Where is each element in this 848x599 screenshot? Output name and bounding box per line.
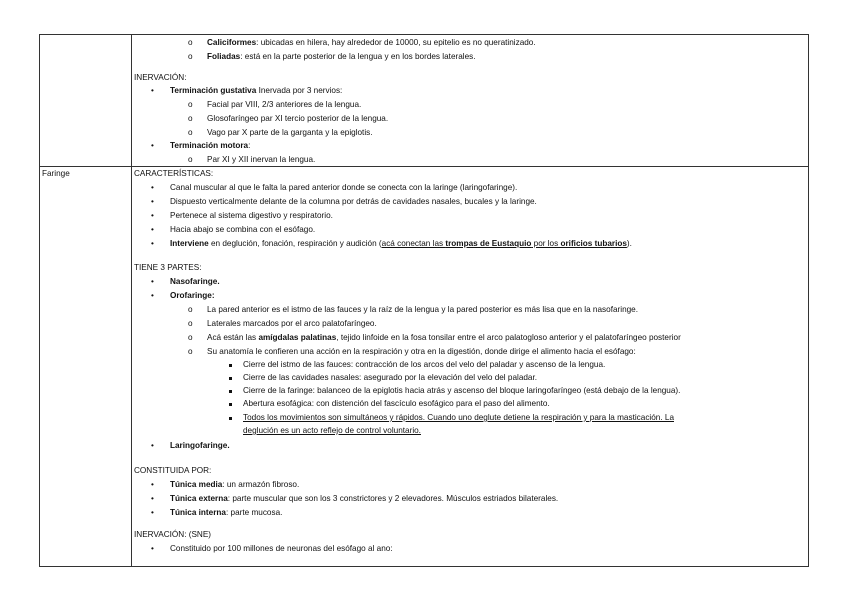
circle-bullet-icon: o xyxy=(188,128,193,137)
square-bullet-icon xyxy=(229,417,232,420)
circle-bullet-icon: o xyxy=(188,155,193,164)
square-bullet-icon xyxy=(229,364,232,367)
bullet-icon: • xyxy=(151,544,154,553)
list-item: Nasofaringe. xyxy=(170,277,220,286)
list-item: Laterales marcados por el arco palatofaríngeo. xyxy=(207,319,377,328)
list-item: Canal muscular al que le falta la pared anterior donde se conecta con la laringe (laringofaringe). xyxy=(170,183,518,192)
list-item: Túnica media: un armazón fibroso. xyxy=(170,480,300,489)
bullet-icon: • xyxy=(151,183,154,192)
bullet-icon: • xyxy=(151,480,154,489)
list-item: La pared anterior es el istmo de las fauces y la raíz de la lengua y la pared posterior es más lisa que en la nasofaringe. xyxy=(207,305,638,314)
circle-bullet-icon: o xyxy=(188,38,193,47)
section-heading: INERVACIÓN: xyxy=(134,73,187,82)
list-item: Glosofaríngeo par XI tercio posterior de la lengua. xyxy=(207,114,389,123)
circle-bullet-icon: o xyxy=(188,347,193,356)
list-item: Constituido por 100 millones de neuronas del esófago al ano: xyxy=(170,544,393,553)
bullet-icon: • xyxy=(151,197,154,206)
list-item: Terminación motora: xyxy=(170,141,251,150)
list-item: Cierre de las cavidades nasales: asegurado por la elevación del velo del paladar. xyxy=(243,373,538,382)
section-heading: TIENE 3 PARTES: xyxy=(134,263,202,272)
square-bullet-icon xyxy=(229,403,232,406)
list-item: Foliadas: está en la parte posterior de la lengua y en los bordes laterales. xyxy=(207,52,476,61)
table-border-top xyxy=(39,34,809,35)
circle-bullet-icon: o xyxy=(188,305,193,314)
bullet-icon: • xyxy=(151,86,154,95)
list-item: Orofaringe: xyxy=(170,291,215,300)
bullet-icon: • xyxy=(151,141,154,150)
circle-bullet-icon: o xyxy=(188,319,193,328)
circle-bullet-icon: o xyxy=(188,333,193,342)
bullet-icon: • xyxy=(151,211,154,220)
circle-bullet-icon: o xyxy=(188,52,193,61)
list-item: Vago par X parte de la garganta y la epiglotis. xyxy=(207,128,373,137)
list-item: Par XI y XII inervan la lengua. xyxy=(207,155,316,164)
list-item: Facial par VIII, 2/3 anteriores de la lengua. xyxy=(207,100,362,109)
table-border-right xyxy=(808,34,809,567)
list-item: Terminación gustativa Inervada por 3 nervios: xyxy=(170,86,343,95)
square-bullet-icon xyxy=(229,377,232,380)
list-item: Pertenece al sistema digestivo y respiratorio. xyxy=(170,211,333,220)
table-row-divider xyxy=(39,166,809,167)
bullet-icon: • xyxy=(151,508,154,517)
bullet-icon: • xyxy=(151,441,154,450)
bullet-icon: • xyxy=(151,239,154,248)
list-item: Caliciformes: ubicadas en hilera, hay alrededor de 10000, su epitelio es no queratinizado. xyxy=(207,38,536,47)
circle-bullet-icon: o xyxy=(188,100,193,109)
bullet-icon: • xyxy=(151,225,154,234)
bullet-icon: • xyxy=(151,291,154,300)
list-item: Abertura esofágica: con distención del fascículo esofágico para el paso del alimento. xyxy=(243,399,550,408)
list-item: Túnica externa: parte muscular que son los 3 constrictores y 2 elevadores. Músculos estriados bilaterales. xyxy=(170,494,559,503)
bullet-icon: • xyxy=(151,277,154,286)
list-item: Acá están las amígdalas palatinas, tejido linfoide en la fosa tonsilar entre el arco palatogloso anterior y el palatofaríngeo posterior xyxy=(207,333,681,342)
list-item: Dispuesto verticalmente delante de la columna por detrás de cavidades nasales, bucales y la laringe. xyxy=(170,197,537,206)
table-border-left xyxy=(39,34,40,567)
table-column-divider xyxy=(131,34,132,567)
list-item: Cierre de la faringe: balanceo de la epiglotis hacia atrás y ascenso del bloque laringofaríngeo (está debajo de la lengua). xyxy=(243,386,681,395)
bullet-icon: • xyxy=(151,494,154,503)
section-heading: CARACTERÍSTICAS: xyxy=(134,169,214,178)
section-heading: INERVACIÓN: (SNE) xyxy=(134,530,212,539)
list-item: Su anatomía le confieren una acción en la respiración y otra en la digestión, donde dirige el alimento hacia el esófago: xyxy=(207,347,636,356)
list-item: Hacia abajo se combina con el esófago. xyxy=(170,225,316,234)
list-item: Todos los movimientos son simultáneos y rápidos. Cuando uno deglute detiene la respiración y para la masticación. La xyxy=(243,413,674,422)
list-item: Laringofaringe. xyxy=(170,441,230,450)
section-heading: CONSTITUIDA POR: xyxy=(134,466,212,475)
circle-bullet-icon: o xyxy=(188,114,193,123)
list-item: Interviene en deglución, fonación, respiración y audición (acá conectan las trompas de Eustaquio por los orificios tubarios). xyxy=(170,239,632,248)
list-item-continuation: deglución es un acto reflejo de control voluntario. xyxy=(243,426,421,435)
list-item: Túnica interna: parte mucosa. xyxy=(170,508,283,517)
list-item: Cierre del istmo de las fauces: contracción de los arcos del velo del paladar y ascenso de la lengua. xyxy=(243,360,606,369)
table-border-bottom xyxy=(39,566,809,567)
square-bullet-icon xyxy=(229,390,232,393)
row-label: Faringe xyxy=(42,169,70,178)
